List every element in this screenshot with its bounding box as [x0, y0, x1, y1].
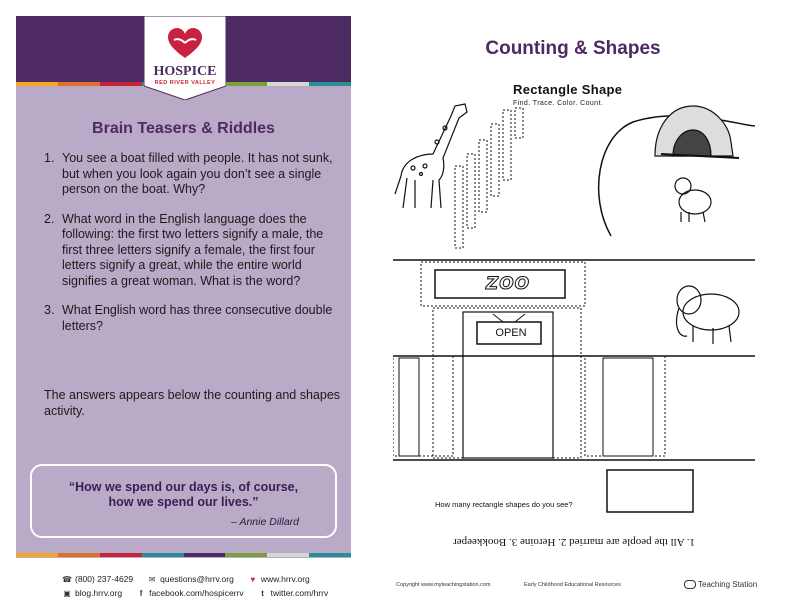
elephant-drawing	[677, 286, 739, 344]
answers-note: The answers appears below the counting and shapes activity.	[44, 388, 341, 418]
logo-wordmark: HOSPICE	[153, 64, 217, 79]
riddle-list	[44, 151, 344, 348]
mail-icon: ✉	[148, 574, 156, 584]
phone-icon: ☎	[62, 574, 72, 584]
activity-title: Counting & Shapes	[485, 38, 661, 59]
upside-down-answers: 1. All the people are married 2. Heroine 3. Bookkeeper	[453, 536, 695, 548]
riddle-item: 2. What word in the English language does the following: the first two letters signify a male, the first three letters signify a female, the first four letters signify a great, while the entire world signifies a great woman. What is the word?	[44, 212, 344, 290]
website-link[interactable]: ♥ www.hrrv.org	[248, 574, 310, 584]
blog-icon: ▣	[63, 588, 71, 598]
footer-copyright: Copyright www.myteachingstation.com	[396, 582, 491, 588]
facebook-icon: f	[139, 588, 143, 598]
contact-row	[62, 586, 352, 600]
riddle-text: You see a boat filled with people. It has not sunk, but when you look again you don’t see a single person on the boat. Why?	[62, 151, 333, 196]
hospice-panel	[16, 16, 351, 558]
quote-box	[30, 464, 337, 538]
zoo-illustration	[393, 76, 755, 528]
dotted-rectangles	[455, 108, 523, 248]
question-text: How many rectangle shapes do you see?	[435, 500, 573, 509]
riddle-item: 3. What English word has three consecutive double letters?	[44, 303, 344, 334]
contact-info	[62, 572, 352, 600]
cave-drawing	[655, 106, 739, 158]
worksheet-subtitle: Find. Trace. Color. Count.	[513, 100, 604, 107]
contact-row	[62, 572, 352, 586]
quote-text: “How we spend our days is, of course, how we spend our lives.”	[68, 480, 299, 509]
twitter-link[interactable]: t twitter.com/hrrv	[258, 588, 329, 598]
zoo-sign: ZOO	[485, 274, 531, 294]
riddle-text: What English word has three consecutive double letters?	[62, 303, 333, 333]
facebook-link[interactable]: f facebook.com/hospicerrv	[136, 588, 244, 598]
worksheet	[393, 76, 755, 528]
logo-badge	[144, 16, 226, 100]
logo-subtitle: RED RIVER VALLEY	[154, 80, 216, 86]
bear-drawing	[675, 178, 711, 222]
riddle-text: What word in the English language does the following: the first two letters signify a male, the first three letters signify a female, the first four letters signify a great, while the entire world signifies a great woman. What is the word?	[62, 211, 324, 288]
giraffe-drawing	[395, 104, 467, 208]
riddle-item: 1. You see a boat filled with people. It has not sunk, but when you look again you don’t see a single person on the boat. Why?	[44, 151, 344, 198]
email-contact[interactable]: ✉ questions@hrrv.org	[148, 574, 234, 584]
phone-contact: ☎ (800) 237-4629	[62, 574, 134, 584]
teaching-station-icon	[684, 580, 696, 589]
answer-box	[607, 470, 693, 512]
color-stripe-bottom	[16, 553, 351, 557]
blog-link[interactable]: ▣ blog.hrrv.org	[63, 588, 123, 598]
heart-icon: ♥	[250, 574, 256, 584]
twitter-icon: t	[261, 588, 264, 598]
footer-tagline: Early Childhood Educational Resources	[524, 582, 621, 588]
quote-author: – Annie Dillard	[231, 516, 299, 528]
open-sign: OPEN	[495, 327, 527, 339]
worksheet-title: Rectangle Shape	[513, 82, 623, 97]
panel-heading: Brain Teasers & Riddles	[92, 120, 275, 137]
zoo-gate	[393, 262, 755, 460]
teaching-station-logo: Teaching Station	[684, 580, 757, 589]
